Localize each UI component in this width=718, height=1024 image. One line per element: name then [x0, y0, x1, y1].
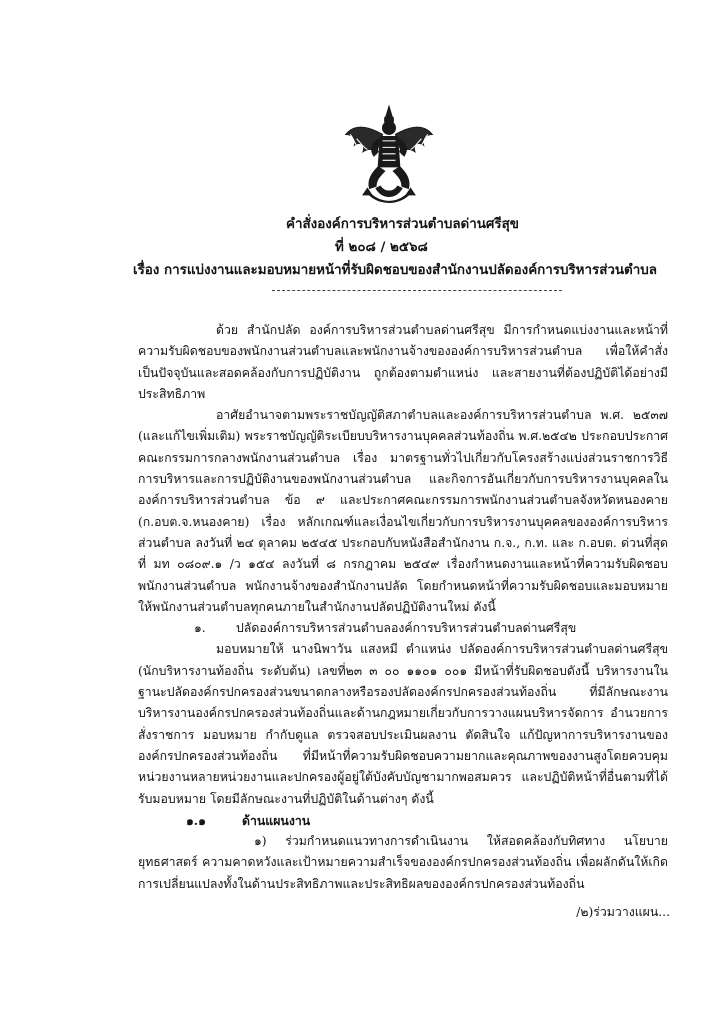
paragraph-authority: อาศัยอำนาจตามพระราชบัญญัติสภาตำบลและองค์การบริหารส่วนตำบล พ.ศ. ๒๕๓๗ (และแก้ไขเพิ่มเติม) พระราชบัญญัติระเบียบบริหารงานบุคคลส่วนท้องถิ่น พ.ศ.๒๕๔๒ ประกอบประกาศคณะกรรมการกลางพนักงานส่วนตำบล เรื่อง มาตรฐานทั่วไปเกี่ยวกับโครงสร้างแบ่งส่วนราชการวิธีการบริหารและการปฏิบัติงานของพนักงานส่วนตำบล และกิจการอันเกี่ยวกับการบริหารงานบุคคลในองค์การบริหารส่วนตำบล ข้อ ๙ และประกาศคณะกรรมการพนักงานส่วนตำบลจังหวัดหนองคาย (ก.อบต.จ.หนองคาย) เรื่อง หลักเกณฑ์และเงื่อนไขเกี่ยวกับการบริหารงานบุคคลขององค์การบริหารส่วนตำบล ลงวันที่ ๒๔ ตุลาคม ๒๕๔๕ ประกอบกับหนังสือสำนักงาน ก.จ., ก.ท. และ ก.อบต. ด่วนที่สุด ที่ มท ๐๘๐๙.๑ /ว ๑๕๔ ลงวันที่ ๘ กรกฎาคม ๒๕๔๙ เรื่องกำหนดงานและหน้าที่ความรับผิดชอบพนักงานส่วนตำบล พนักงานจ้างของสำนักงานปลัด โดยกำหนดหน้าที่ความรับผิดชอบและมอบหมายให้พนักงานส่วนตำบลทุกคนภายในสำนักงานปลัดปฏิบัติงานใหม่ ดังนี้: [138, 408, 668, 614]
paragraph-reason: ด้วย สำนักปลัด องค์การบริหารส่วนตำบลด่านศรีสุข มีการกำหนดแบ่งงานและหน้าที่ความรับผิดชอบของพนักงานส่วนตำบลและพนักงานจ้างขององค์การบริหารส่วนตำบล เพื่อให้คำสั่งเป็นปัจจุบันและสอดคล้องกับการปฏิบัติงาน ถูกต้องตามตำแหน่ง และสายงานที่ต้องปฏิบัติได้อย่างมีประสิทธิภาพ: [138, 323, 668, 401]
section-title: ปลัดองค์การบริหารส่วนตำบลองค์การบริหารส่วนตำบลด่านศรีสุข: [236, 621, 577, 636]
garuda-emblem-icon: [335, 102, 443, 210]
paragraph-assignment: มอบหมายให้ นางนิพาวัน แสงหมี ตำแหน่ง ปลัดองค์การบริหารส่วนตำบลด่านศรีสุข (นักบริหารงานท้องถิ่น ระดับต้น) เลขที่๒๓ ๓ ๐๐ ๑๑๐๑ ๐๐๑ มีหน้าที่รับผิดชอบดังนี้ บริหารงานในฐานะปลัดองค์กรปกครองส่วนขนาดกลางหรือรองปลัดองค์กรปกครองส่วนท้องถิ่น ที่มีลักษณะงานบริหารงานองค์กรปกครองส่วนท้องถิ่นและด้านกฎหมายเกี่ยวกับการวางแผนบริหารจัดการ อำนวยการ สั่งราชการ มอบหมาย กำกับดูแล ตรวจสอบประเมินผลงาน ตัดสินใจ แก้ปัญหาการบริหารงานขององค์กรปกครองส่วนท้องถิ่น ที่มีหน้าที่ความรับผิดชอบความยากและคุณภาพของงานสูงโดยควบคุมหน่วยงานหลายหน่วยงานและปกครองผู้อยู่ใต้บังคับบัญชามากพอสมควร และปฏิบัติหน้าที่อื่นตามที่ได้รับมอบหมาย โดยมีลักษณะงานที่ปฏิบัติในด้านต่างๆ ดังนี้: [138, 642, 668, 806]
divider: [272, 290, 562, 291]
section-heading: [138, 618, 668, 639]
document-body: [138, 320, 668, 895]
section-number: ๑.: [194, 621, 206, 636]
subsection-heading: [138, 810, 668, 831]
subsection-title: ด้านแผนงาน: [242, 812, 311, 828]
order-title: คำสั่งองค์การบริหารส่วนตำบลด่านศรีสุข: [286, 216, 519, 232]
continuation-note: /๒)ร่วมวางแผน...: [576, 905, 670, 919]
order-subject: เรื่อง การแบ่งงานและมอบหมายหน้าที่รับผิดชอบของสำนักงานปลัดองค์การบริหารส่วนตำบล: [133, 262, 657, 278]
order-number: ที่ ๒๐๘ / ๒๕๖๘: [335, 239, 428, 255]
list-item: ๑) ร่วมกำหนดแนวทางการดำเนินงาน ให้สอดคล้องกับทิศทาง นโยบาย ยุทธศาสตร์ ความคาดหวังและเป้าหมายความสำเร็จขององค์กรปกครองส่วนท้องถิ่น เพื่อผลักดันให้เกิดการเปลี่ยนแปลงทั้งในด้านประสิทธิภาพและประสิทธิผลขององค์กรปกครองส่วนท้องถิ่น: [138, 834, 668, 891]
subsection-number: ๑.๑: [186, 812, 206, 828]
